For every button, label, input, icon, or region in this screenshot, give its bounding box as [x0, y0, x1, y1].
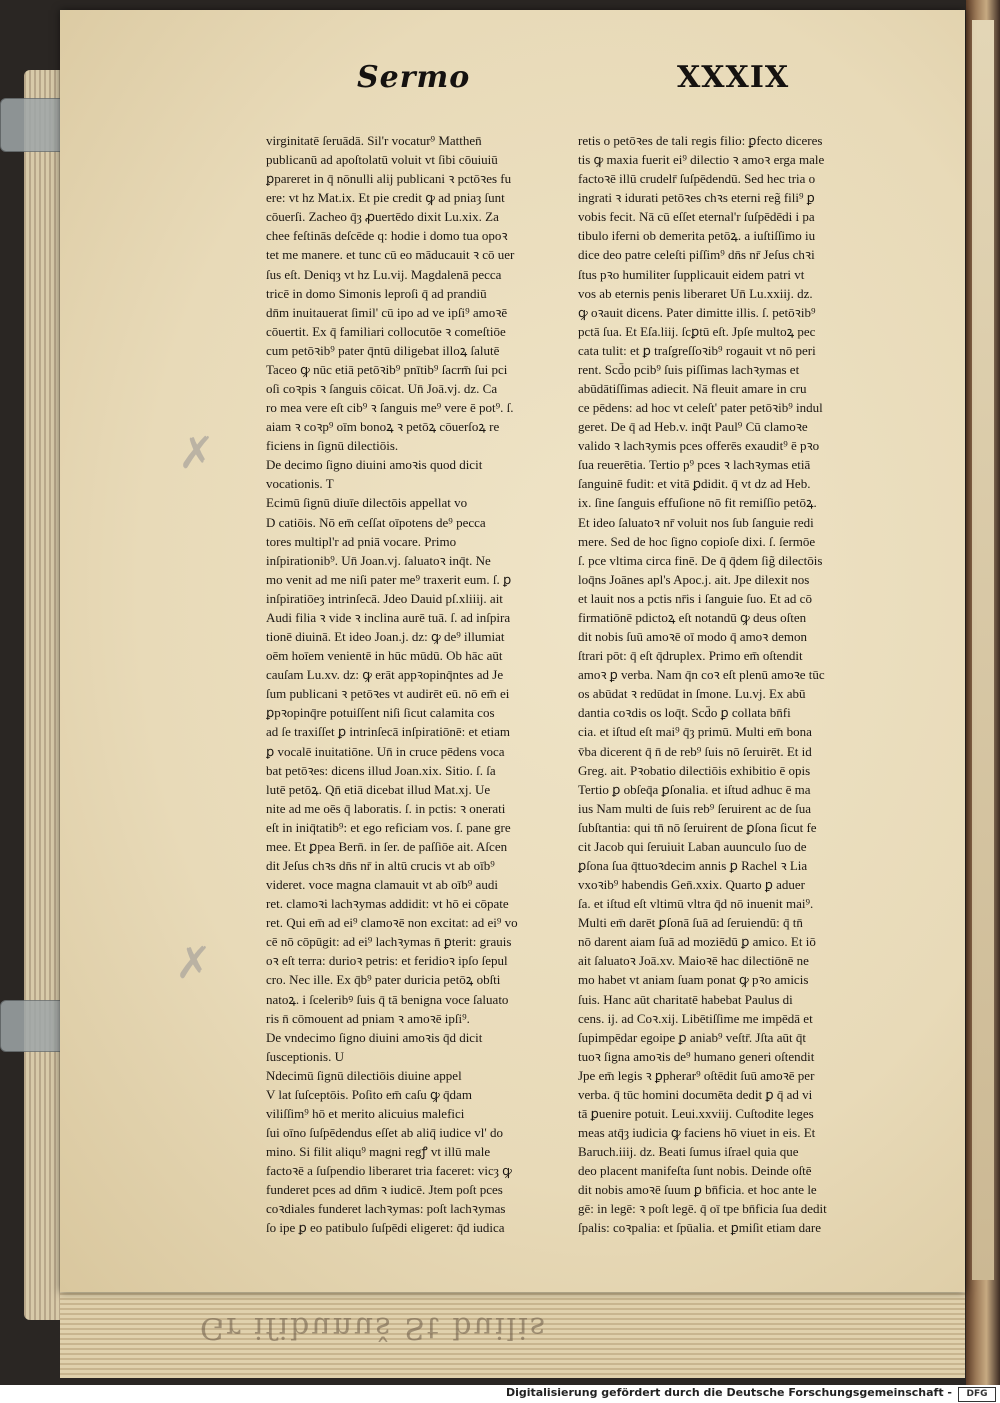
text-line: ret. Qui em̄ ad ei⁹ clamoꝛē non excitat: ad ei⁹ vo	[266, 915, 518, 931]
text-line: cauſam Lu.xv. dz: ꝙ erāt appꝛopinq̄ntes ad Je	[266, 667, 504, 683]
text-line: ſuis. Hanc aūt charitatē habebat Paulus di	[578, 991, 793, 1007]
left-text-column	[266, 131, 548, 1238]
edge-lettering: Gr iſibunuš St builis	[200, 1310, 548, 1345]
text-line: coꝛdiales funderet lachꝛymas: poſt lachꝛymas	[266, 1201, 506, 1217]
text-line: ꝙ oꝛauit dicens. Pater dimitte illis. ſ. petōꝛib⁹	[578, 304, 816, 320]
text-line: tis ꝙ maxia fuerit ei⁹ dilectio ꝛ amoꝛ erga male	[578, 152, 825, 168]
text-line: De vndecimo ſigno diuini amoꝛis q̄d dicit	[266, 1029, 483, 1045]
text-line: abūdātiſſimas adiecit. Nā fleuit amare in cru	[578, 381, 807, 397]
dfg-logo: DFG	[958, 1387, 996, 1402]
running-head-title: Sermo	[357, 60, 471, 95]
text-line: V lat ſuſceptōis. Poſito em̄ caſu ꝙ q̄dam	[266, 1086, 472, 1102]
text-line: dantia coꝛdis os loq̄t. Scd̄o ꝑ collata bn̄fi	[578, 705, 791, 721]
text-line: ſus eſt. Deniqȝ vt hz Lu.vij. Magdalenā pecca	[266, 266, 502, 282]
text-line: ere: vt hz Mat.ix. Et pie credit ꝙ ad pniaȝ ſunt	[266, 190, 505, 206]
text-line: firmatiōnē pdictoꝝ eſt notandū ꝙ deus oſten	[578, 609, 807, 625]
text-line: tet me manere. et tunc cū eo māducauit ꝛ cō uer	[266, 247, 515, 263]
text-line: chee feſtinās deſcēde q: hodie i domo tua opoꝛ	[266, 228, 508, 244]
text-line: vobis fecit. Nā cū eſſet eternal'r ſuſpēdēdi i pa	[578, 209, 815, 225]
text-line: inſpiratiōeȝ intrinſecā. Jdeo Dauid pſ.xliiij. ait	[266, 590, 503, 606]
text-line: ad ſe traxiſſet ꝑ intrinſecā inſpiratiōnē: et etiam	[266, 724, 510, 740]
text-line: Ndecimū ſignū dilectiōis diuine appel	[266, 1067, 462, 1083]
text-line: tuoꝛ ſigna amoꝛis de⁹ humano generi oſtendit	[578, 1048, 815, 1064]
text-line: viliſſim⁹ hō et merito alicuius malefici	[266, 1105, 465, 1121]
text-line: ſupimpēdar egoipe ꝑ aniab⁹ veſtr̄. Jſta aūt q̄t	[578, 1029, 806, 1045]
text-line: dit nobis amoꝛē ſuum ꝑ bn̄ficia. et hoc ante le	[578, 1182, 817, 1198]
text-line: inſpirationib⁹. Un̄ Joan.vj. ſaluatoꝛ inq̄t. Ne	[266, 552, 491, 568]
text-line: mee. Et ꝑpea Bern̄. in ſer. de paſſiōe ait. Aſcen	[266, 838, 508, 854]
text-line: cōuerſi. Zacheo q̄ȝ ꝓuertēdo dixit Lu.xix. Za	[266, 209, 499, 225]
text-line: loq̄ns Joānes apl's Apoc.j. ait. Jpe dilexit nos	[578, 571, 810, 587]
text-line: tionē diuinā. Et ideo Joan.j. dz: ꝙ de⁹ illumiat	[266, 629, 505, 645]
text-line: cit Jacob qui ſeruiuit Laban auunculo ſuo de	[578, 838, 807, 854]
text-line: ce pēdens: ad hoc vt celeſt' pater petōꝛib⁹ indul	[578, 400, 823, 416]
text-line: ingrati ꝛ idurati petōꝛes chꝛs eterni reg̃ fili⁹ ꝑ	[578, 190, 815, 206]
text-line: eſt in iniq̄tatib⁹: et ego reficiam vos. ſ. pane gre	[266, 819, 511, 835]
text-line: os abūdat ꝛ redūdat in ſmone. Lu.vj. Ex abū	[578, 686, 806, 702]
text-line: Audi filia ꝛ vide ꝛ inclina aurē tuā. ſ. ad inſpira	[266, 609, 511, 625]
text-line: cum petōꝛib⁹ pater q̄ntū diligebat illoꝝ ſalutē	[266, 342, 500, 358]
text-line: ſanguinē fudit: et vitā ꝑdidit. q̄ vt dz ad Heb.	[578, 476, 811, 492]
text-line: pctā ſua. Et Eſa.liij. ſcꝑtū eſt. Jpſe multoꝝ pec	[578, 323, 816, 339]
text-line: tores multipl'r ad pniā vocare. Primo	[266, 533, 457, 549]
text-line: cōuertit. Ex q̄ familiari collocutōe ꝛ comeſtiōe	[266, 323, 506, 339]
facing-page-strip	[972, 20, 994, 1280]
text-line: ſo ipe ꝑ eo patibulo ſuſpēdi eligeret: q̄d iudica	[266, 1220, 505, 1236]
text-line: ret. clamoꝛi lachꝛymas addidit: vt hō ei cōpate	[266, 896, 509, 912]
text-line: dn̄m inuitauerat ſimil' cū ipo ad ve ipſi⁹ amoꝛē	[266, 304, 508, 320]
margin-pencil-mark: ✗	[178, 428, 215, 479]
text-line: et lauit nos a pctis nr̄is i ſanguie ſuo. Et ad cō	[578, 590, 812, 606]
text-line: cē nō cōpūgit: ad ei⁹ lachꝛymas n̄ ꝑterit: grauis	[266, 934, 512, 950]
text-line: nite ad me oēs q̄ laboratis. ſ. in pctis: ꝛ onerati	[266, 800, 506, 816]
text-line: ſum publicani ꝛ petōꝛes vt audirēt eū. nō em̄ ei	[266, 686, 510, 702]
text-line: vocationis. T	[266, 476, 334, 492]
text-line: valido ꝛ lachꝛymis pces offerēs exaudit⁹ ē pꝛo	[578, 438, 820, 454]
text-line: ſtrari pōt: q̄ eſt q̄druplex. Primo em̄ oſtendit	[578, 648, 803, 664]
text-line: cro. Nec ille. Ex q̄b⁹ pater duricia petōꝝ obſti	[266, 972, 501, 988]
text-line: Taceo ꝙ nūc etiā petōꝛib⁹ pnītib⁹ ſacrm̄ ſui pci	[266, 361, 508, 377]
text-line: Et ideo ſaluatoꝛ nr̄ voluit nos ſub ſanguie redi	[578, 514, 814, 530]
text-line: Baruch.iiij. dz. Beati ſumus iſrael quia que	[578, 1144, 799, 1160]
text-line: vos ab eternis penis liberaret Un̄ Lu.xxiij. dz.	[578, 285, 813, 301]
text-line: amoꝛ ꝑ verba. Nam q̄n coꝛ eſt plenū amoꝛe tūc	[578, 667, 825, 683]
text-line: ſui oīno ſuſpēdendus eſſet ab aliq̄ iudice vl' do	[266, 1125, 504, 1141]
text-line: retis o petōꝛes de tali regis filio: ꝑfecto diceres	[578, 133, 823, 148]
digitization-footer	[0, 1385, 1000, 1403]
margin-pencil-mark: ✗	[175, 938, 212, 989]
text-line: Jpe em̄ legis ꝛ ꝑpherar⁹ oſtēdit ſuū amoꝛē per	[578, 1067, 815, 1083]
text-line: ficiens in ſignū dilectiōis.	[266, 438, 399, 454]
folio-number: XXXIX	[677, 60, 790, 95]
text-line: ſpalis: coꝛpalia: et ſpūalia. et ꝑmiſit etiam dare	[578, 1220, 822, 1236]
text-line: videret. voce magna clamauit vt ab oīb⁹ audi	[266, 877, 498, 893]
text-line: mo venit ad me niſi pater me⁹ traxerit eum. ſ. ꝑ	[266, 571, 512, 587]
text-line: De decimo ſigno diuini amoꝛis quod dicit	[266, 457, 483, 473]
text-line: ſ. pce vltima circa finē. De q̄ q̄dem ſig̃ dilectōis	[578, 552, 823, 568]
text-line: lutē petōꝝ. Qn̄ etiā dicebat illud Mat.xj. Ue	[266, 781, 491, 797]
text-line: tibulo iferni ob demerita petōꝝ. a iuſtiſſimo iu	[578, 228, 816, 244]
text-line: geret. De q̄ ad Heb.v. inq̄t Paul⁹ Cū clamoꝛe	[578, 419, 808, 435]
text-line: funderet pces ad dn̄m ꝛ iudicē. Jtem poſt pces	[266, 1182, 503, 1198]
text-line: verba. q̄ tūc homini documēta dedit ꝑ q̄ ad vi	[578, 1086, 813, 1102]
text-line: natoꝝ. i ſceleribꝰ ſuis q̄ tā benigna voce ſaluato	[266, 991, 509, 1007]
text-line: ix. ſine ſanguis effuſione nō fit remiſſio petōꝝ.	[578, 495, 817, 511]
text-line: ꝑpareret in q̄ nōnulli alij publicani ꝛ pctōꝛes fu	[266, 171, 512, 187]
text-line: deo placent manifeſta ſunt nobis. Deinde oſtē	[578, 1163, 812, 1179]
text-line: factoꝛē illū crudelr̄ ſuſpēdendū. Sed hec tria o	[578, 171, 816, 187]
text-line: mere. Sed de hoc ſigno copioſe dixi. ſ. ſermōe	[578, 533, 816, 549]
text-line: mo habet vt aniam ſuam ponat ꝙ pꝛo amicis	[578, 972, 809, 988]
text-line: gē: in legē: ꝛ poſt legē. q̄ oī tpe bn̄ficia ſua dedit	[578, 1201, 827, 1217]
text-line: ſua reuerētia. Tertio p⁹ pces ꝛ lachꝛymas etiā	[578, 457, 811, 473]
text-line: ait ſaluatoꝛ Joā.xv. Maioꝛē hac dilectiōnē ne	[578, 953, 809, 969]
text-line: bat petōꝛes: dicens illud Joan.xix. Sitio. ſ. ſa	[266, 762, 496, 778]
text-line: oēm hoīem venientē in hūc mūdū. Ob hāc aūt	[266, 648, 503, 664]
text-line: dit Jeſus chꝛs dn̄s nr̄ in altū crucis vt ab oīb⁹	[266, 857, 495, 873]
text-line: publicanū ad apoſtolatū voluit vt ſibi cōuiuiū	[266, 152, 498, 168]
text-line: Multi em̄ darēt ꝑſonā ſuā ad ſeruiendū: q̄ tn̄	[578, 915, 803, 931]
text-line: ro mea vere eſt cib⁹ ꝛ ſanguis me⁹ vere ē pot⁹. ſ.	[266, 400, 514, 416]
text-line: cata tulit: et ꝑ traſgreſſoꝛib⁹ rogauit vt nō peri	[578, 342, 816, 358]
text-line: nō darent aiam ſuā ad moziēdū ꝑ amico. Et iō	[578, 934, 816, 950]
funding-credit: Digitalisierung gefördert durch die Deutsche Forschungsgemeinschaft -	[505, 1386, 952, 1399]
text-line: dice deo patre celeſti piſſim⁹ dn̄s nr̄ Jeſus chꝛi	[578, 247, 815, 263]
text-line: oſi coꝛpis ꝛ ſanguis cōicat. Un̄ Joā.vj. dz. Ca	[266, 381, 498, 397]
text-line: D catiōis. Nō em̄ ceſſat oīpotens de⁹ pecca	[266, 514, 486, 530]
text-line: mino. Si filit aliqu⁹ magni regꝭ vt illū male	[266, 1144, 491, 1160]
right-text-column	[578, 131, 868, 1238]
text-line: ſa. et iſtud eſt vltimū vltra q̄d nō inuenit mai⁹.	[578, 896, 814, 912]
text-line: oꝛ eſt terra: durioꝛ petris: et feridioꝛ ipſo ſepul	[266, 953, 508, 969]
text-line: aiam ꝛ coꝛp⁹ oīm bonoꝝ ꝛ petōꝝ cōuerſoꝝ re	[266, 419, 500, 435]
text-line: Ecimū ſignū diuīe dilectōis appellat vo	[266, 495, 468, 511]
text-line: cia. et iſtud eſt mai⁹ q̄ȝ primū. Multi em̄ bona	[578, 724, 812, 740]
text-line: Greg. ait. Pꝛobatio dilectiōis exhibitio ē opis	[578, 762, 811, 778]
text-line: ſusceptionis. U	[266, 1048, 344, 1064]
text-line: rent. Scd̄o pcib⁹ ſuis piſſimas lachꝛymas et	[578, 361, 800, 377]
text-line: factoꝛē a ſuſpendio liberaret tria faceret: vicȝ ꝙ	[266, 1163, 512, 1179]
text-line: vxoꝛib⁹ habendis Gen̄.xxix. Quarto ꝑ aduer	[578, 877, 806, 893]
text-line: ſtus pꝛo humiliter ſupplicauit eidem patri vt	[578, 266, 805, 282]
text-line: tā ꝑuenire potuit. Leui.xxviij. Cuſtodite leges	[578, 1105, 814, 1121]
text-line: v̄ba dicerent q̄ n̄ de reb⁹ ſuis nō ſeruirēt. Et id	[578, 743, 812, 759]
text-line: ris n̄ cōmouent ad pniam ꝛ amoꝛē ipſi⁹.	[266, 1010, 470, 1026]
text-line: ſubſtantia: qui tn̄ nō ſeruirent de ꝑſona ſicut fe	[578, 819, 817, 835]
text-line: cens. ij. ad Coꝛ.xij. Libētiſſime me impēdā et	[578, 1010, 813, 1026]
text-line: ius Nam multi de ſuis reb⁹ ſeruirent ac de ſua	[578, 800, 812, 816]
text-line: virginitatē ſeruādā. Sil'r vocatur⁹ Matthen̄	[266, 133, 482, 148]
text-line: tricē in domo Simonis leproſi q̄ ad prandiū	[266, 285, 487, 301]
text-line: meas atq̄ȝ iudicia ꝙ faciens hō viuet in eis. Et	[578, 1125, 816, 1141]
text-line: ꝑpꝛopinq̄re potuiſſent niſi ſicut calamita cos	[266, 705, 495, 721]
text-line: ꝑ vocalē inuitatiōne. Un̄ in cruce pēdens voca	[266, 743, 505, 759]
text-line: Tertio ꝑ obſeq̄a ꝑſonalia. et iſtud adhuc ē ma	[578, 781, 811, 797]
text-line: dit nobis ſuū amoꝛē oī modo q̄ amoꝛ demon	[578, 629, 807, 645]
text-line: ꝑſona ſua q̄ttuoꝛdecim annis ꝑ Rachel ꝛ Lia	[578, 857, 808, 873]
